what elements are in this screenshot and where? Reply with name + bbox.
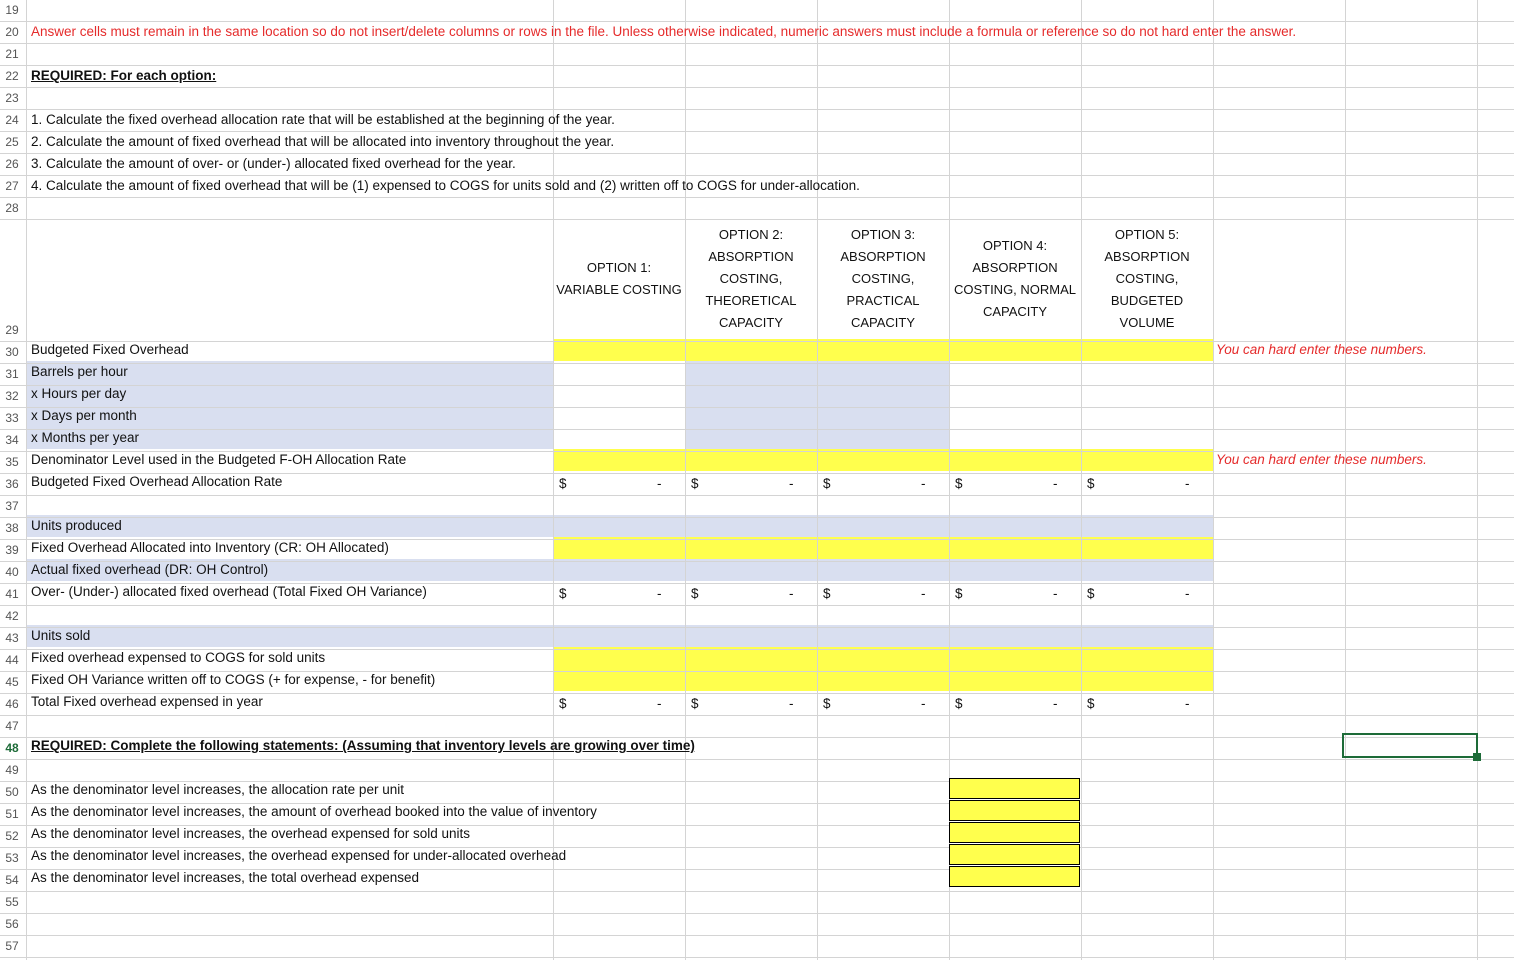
row-gridline (0, 891, 1514, 892)
row-header[interactable]: 19 (5, 3, 19, 17)
row-header[interactable]: 44 (5, 653, 19, 667)
option2-header-line: ABSORPTION (708, 249, 794, 264)
zero-value-dash: - (1185, 476, 1190, 491)
row-header[interactable]: 30 (5, 345, 19, 359)
statement-answer-4[interactable] (949, 844, 1080, 865)
label-units-sold: Units sold (31, 628, 91, 643)
currency-symbol: $ (1087, 586, 1095, 601)
hard-enter-note: You can hard enter these numbers. (1216, 452, 1427, 467)
currency-symbol: $ (955, 476, 963, 491)
statements-heading: REQUIRED: Complete the following statements: (Assuming that inventory levels are growing over time) (31, 738, 695, 753)
currency-symbol: $ (955, 696, 963, 711)
row-gridline (0, 913, 1514, 914)
option4-header-line: ABSORPTION (972, 260, 1058, 275)
row-header[interactable]: 32 (5, 389, 19, 403)
task-4: 4. Calculate the amount of fixed overhead that will be (1) expensed to COGS for units sold and (2) written off to COGS for under-allocation. (31, 178, 860, 193)
row-header[interactable]: 39 (5, 543, 19, 557)
option2-header (685, 224, 817, 334)
row-gridline (0, 715, 1514, 716)
label-days-per-month: x Days per month (31, 408, 137, 423)
currency-symbol: $ (955, 586, 963, 601)
row-gridline (0, 429, 1514, 430)
row-header[interactable]: 47 (5, 719, 19, 733)
option5-header-line: BUDGETED (1110, 293, 1184, 308)
option1-header (553, 224, 685, 334)
row-header[interactable]: 31 (5, 367, 19, 381)
currency-symbol: $ (823, 476, 831, 491)
row-header[interactable]: 22 (5, 69, 19, 83)
label-allocation-rate: Budgeted Fixed Overhead Allocation Rate (31, 474, 283, 489)
column-gridline (1081, 0, 1082, 960)
label-fixed-oh-allocated: Fixed Overhead Allocated into Inventory (CR: OH Allocated) (31, 540, 389, 555)
row-header[interactable]: 29 (5, 323, 19, 337)
statement-2: As the denominator level increases, the amount of overhead booked into the value of inventory (31, 804, 597, 819)
row-header[interactable]: 25 (5, 135, 19, 149)
row-header[interactable]: 20 (5, 25, 19, 39)
row-gridline (0, 957, 1514, 958)
task-3: 3. Calculate the amount of over- or (under-) allocated fixed overhead for the year. (31, 156, 516, 171)
units-sold-band (27, 625, 1213, 647)
row-header[interactable]: 38 (5, 521, 19, 535)
row-header[interactable]: 41 (5, 587, 19, 601)
row-header[interactable]: 27 (5, 179, 19, 193)
label-hours-per-day: x Hours per day (31, 386, 127, 401)
statement-answer-5[interactable] (949, 866, 1080, 887)
row-gridline (0, 65, 1514, 66)
row-header[interactable]: 46 (5, 697, 19, 711)
row-gridline (0, 219, 1514, 220)
zero-value-dash: - (657, 586, 662, 601)
zero-value-dash: - (921, 696, 926, 711)
zero-value-dash: - (1053, 586, 1058, 601)
row-header[interactable]: 45 (5, 675, 19, 689)
row-gridline (0, 43, 1514, 44)
row-header[interactable]: 57 (5, 939, 19, 953)
row-header[interactable]: 23 (5, 91, 19, 105)
row-header[interactable]: 48 (5, 741, 19, 755)
zero-value-dash: - (789, 476, 794, 491)
option3-header-line: COSTING, (851, 271, 915, 286)
column-gridline (1345, 0, 1346, 960)
zero-value-dash: - (1053, 476, 1058, 491)
label-barrels-per-hour: Barrels per hour (31, 364, 128, 379)
zero-value-dash: - (1185, 586, 1190, 601)
row-header[interactable]: 36 (5, 477, 19, 491)
statement-1: As the denominator level increases, the allocation rate per unit (31, 782, 404, 797)
row-header[interactable]: 26 (5, 157, 19, 171)
statement-3: As the denominator level increases, the overhead expensed for sold units (31, 826, 471, 841)
currency-symbol: $ (1087, 476, 1095, 491)
currency-symbol: $ (559, 696, 567, 711)
row-header[interactable]: 56 (5, 917, 19, 931)
instruction-note: Answer cells must remain in the same location so do not insert/delete columns or rows in the file. Unless otherwise indicated, numeric answers must include a formula or reference so do not hard enter the answer. (31, 24, 1297, 39)
option2-header-line: THEORETICAL (705, 293, 797, 308)
task-2: 2. Calculate the amount of fixed overhead that will be allocated into inventory throughout the year. (31, 134, 615, 149)
currency-symbol: $ (691, 696, 699, 711)
option4-header-line: OPTION 4: (982, 238, 1048, 253)
column-gridline (817, 0, 818, 960)
row-gridline (0, 495, 1514, 496)
row-header[interactable]: 51 (5, 807, 19, 821)
row-header[interactable]: 28 (5, 201, 19, 215)
row-header[interactable]: 50 (5, 785, 19, 799)
option3-header (817, 224, 949, 334)
row-header[interactable]: 55 (5, 895, 19, 909)
currency-symbol: $ (559, 586, 567, 601)
currency-symbol: $ (691, 476, 699, 491)
required-heading: REQUIRED: For each option: (31, 68, 217, 83)
units-produced-band (27, 515, 1213, 537)
option3-header-line: PRACTICAL (846, 293, 920, 308)
option4-header-line: COSTING, NORMAL (953, 282, 1077, 297)
currency-symbol: $ (823, 586, 831, 601)
row-header[interactable]: 34 (5, 433, 19, 447)
zero-value-dash: - (921, 586, 926, 601)
row-gridline (0, 197, 1514, 198)
row-gridline (0, 627, 1514, 628)
label-months-per-year: x Months per year (31, 430, 140, 445)
row-header[interactable]: 53 (5, 851, 19, 865)
row-gridline (0, 87, 1514, 88)
statement-5: As the denominator level increases, the total overhead expensed (31, 870, 419, 885)
row-header[interactable]: 24 (5, 113, 19, 127)
row-header[interactable]: 37 (5, 499, 19, 513)
zero-value-dash: - (657, 696, 662, 711)
label-variance-written-off: Fixed OH Variance written off to COGS (+ for expense, - for benefit) (31, 672, 436, 687)
currency-symbol: $ (691, 586, 699, 601)
cogs-expense-cells[interactable] (553, 647, 1213, 691)
fixed-oh-allocated-cells[interactable] (553, 537, 1213, 559)
label-units-produced: Units produced (31, 518, 122, 533)
currency-symbol: $ (823, 696, 831, 711)
row-header[interactable]: 49 (5, 763, 19, 777)
currency-symbol: $ (1087, 696, 1095, 711)
option5-header (1081, 224, 1213, 334)
label-over-under-allocated: Over- (Under-) allocated fixed overhead (Total Fixed OH Variance) (31, 584, 427, 599)
option5-header-line: OPTION 5: (1114, 227, 1180, 242)
row-gridline (0, 605, 1514, 606)
label-denominator-level: Denominator Level used in the Budgeted F-OH Allocation Rate (31, 452, 407, 467)
fill-handle[interactable] (1473, 753, 1481, 761)
row-gridline (0, 935, 1514, 936)
row-gridline (0, 759, 1514, 760)
task-1: 1. Calculate the fixed overhead allocation rate that will be established at the beginning of the year. (31, 112, 615, 127)
statement-answer-2[interactable] (949, 800, 1080, 821)
label-fixed-oh-expensed: Fixed overhead expensed to COGS for sold units (31, 650, 326, 665)
label-total-fixed-overhead: Total Fixed overhead expensed in year (31, 694, 263, 709)
zero-value-dash: - (1053, 696, 1058, 711)
denominator-level-input-cells[interactable] (553, 449, 1213, 471)
currency-symbol: $ (559, 476, 567, 491)
statement-answer-1[interactable] (949, 778, 1080, 799)
row-gridline (0, 385, 1514, 386)
option1-header-line: VARIABLE COSTING (556, 282, 682, 297)
label-actual-fixed-overhead: Actual fixed overhead (DR: OH Control) (31, 562, 269, 577)
option1-header-line: OPTION 1: (586, 260, 652, 275)
option5-header-line: COSTING, (1115, 271, 1179, 286)
option4-header-line: CAPACITY (982, 304, 1048, 319)
row-header[interactable]: 54 (5, 873, 19, 887)
zero-value-dash: - (921, 476, 926, 491)
zero-value-dash: - (789, 586, 794, 601)
option5-header-line: VOLUME (1119, 315, 1175, 330)
option5-header-line: ABSORPTION (1104, 249, 1190, 264)
selected-cell[interactable] (1342, 733, 1478, 758)
row-header[interactable]: 21 (5, 47, 19, 61)
option4-header (949, 224, 1081, 334)
zero-value-dash: - (1185, 696, 1190, 711)
option2-header-line: COSTING, (719, 271, 783, 286)
column-gridline (1213, 0, 1214, 960)
column-gridline (685, 0, 686, 960)
row-header[interactable]: 42 (5, 609, 19, 623)
zero-value-dash: - (789, 696, 794, 711)
row-header[interactable]: 43 (5, 631, 19, 645)
option3-header-line: CAPACITY (850, 315, 916, 330)
row-gridline (0, 363, 1514, 364)
option2-header-line: OPTION 2: (718, 227, 784, 242)
hard-enter-note: You can hard enter these numbers. (1216, 342, 1427, 357)
column-gridline (26, 0, 27, 960)
statement-answer-3[interactable] (949, 822, 1080, 843)
column-gridline (1477, 0, 1478, 960)
label-budgeted-fixed-overhead: Budgeted Fixed Overhead (31, 342, 189, 357)
row-header[interactable]: 33 (5, 411, 19, 425)
row-header[interactable]: 40 (5, 565, 19, 579)
row-header[interactable]: 35 (5, 455, 19, 469)
row-gridline (0, 407, 1514, 408)
row-header[interactable]: 52 (5, 829, 19, 843)
row-gridline (0, 517, 1514, 518)
budgeted-fixed-overhead-input-cells[interactable] (553, 339, 1213, 361)
option3-header-line: OPTION 3: (850, 227, 916, 242)
zero-value-dash: - (657, 476, 662, 491)
statement-4: As the denominator level increases, the overhead expensed for under-allocated overhead (31, 848, 567, 863)
option3-header-line: ABSORPTION (840, 249, 926, 264)
option2-header-line: CAPACITY (718, 315, 784, 330)
